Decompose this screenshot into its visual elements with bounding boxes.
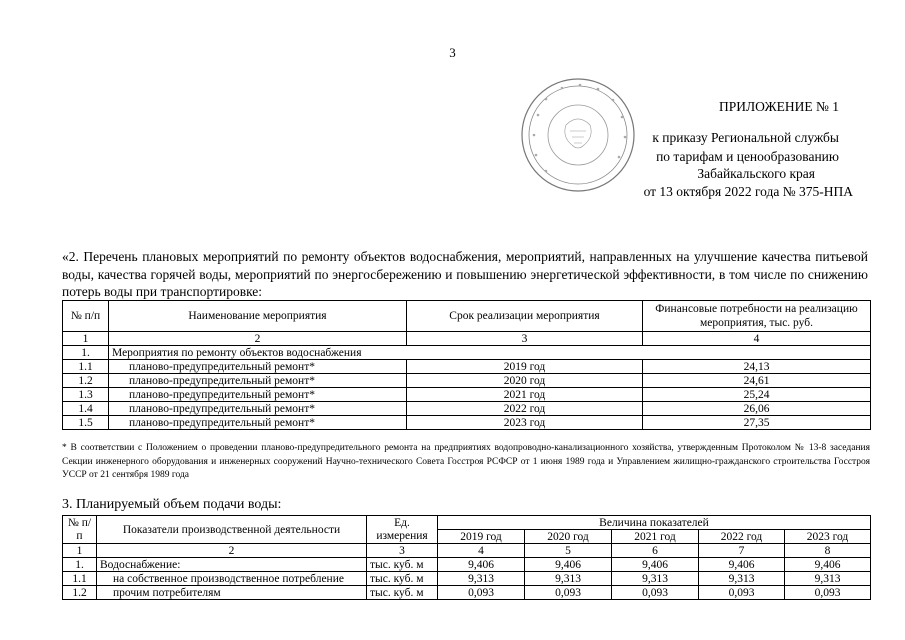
t2-colnum: 3 (367, 544, 438, 558)
t1-row-term: 2019 год (407, 360, 643, 374)
t1-row-name: планово-предупредительный ремонт* (109, 402, 407, 416)
t2-colnum: 7 (699, 544, 785, 558)
t2-row-value: 9,313 (612, 572, 699, 586)
t2-row-unit: тыс. куб. м (367, 558, 438, 572)
appendix-title: ПРИЛОЖЕНИЕ № 1 (718, 99, 839, 114)
t2-header-year: 2021 год (612, 530, 699, 544)
table-row (63, 402, 871, 416)
official-seal-stamp (518, 75, 638, 195)
table-row (63, 416, 871, 430)
t2-header-year: 2022 год (699, 530, 785, 544)
t2-row-num: 1.1 (63, 572, 97, 586)
t1-header-finance: Финансовые потребности на реализацию мероприятия, тыс. руб. (643, 301, 871, 332)
page-number: 3 (449, 45, 456, 60)
t1-row-name: планово-предупредительный ремонт* (109, 388, 407, 402)
t2-header-indicator: Показатели производственной деятельности (97, 516, 367, 544)
t2-row-value: 9,313 (699, 572, 785, 586)
t2-row-value: 0,093 (699, 586, 785, 600)
t1-row-term: 2023 год (407, 416, 643, 430)
t1-row-num: 1.2 (63, 374, 109, 388)
t2-header-num: № п/п (63, 516, 97, 544)
t1-row-value: 26,06 (643, 402, 871, 416)
t1-row-term: 2020 год (407, 374, 643, 388)
t2-row-value: 9,313 (438, 572, 525, 586)
t1-row-num: 1.5 (63, 416, 109, 430)
t2-row-num: 1. (63, 558, 97, 572)
t2-row-name: прочим потребителям (97, 586, 367, 600)
t2-row-value: 9,406 (525, 558, 612, 572)
table-row (63, 558, 871, 572)
table-row (63, 374, 871, 388)
t1-section-name: Мероприятия по ремонту объектов водоснабжения (109, 346, 871, 360)
appendix-line4: от 13 октября 2022 года № 375-НПА (643, 184, 853, 199)
t1-colnum: 2 (109, 332, 407, 346)
t2-row-value: 9,406 (785, 558, 871, 572)
t2-header-value: Величина показателей (438, 516, 871, 530)
t2-header-year: 2020 год (525, 530, 612, 544)
t2-row-unit: тыс. куб. м (367, 572, 438, 586)
t1-row-value: 24,13 (643, 360, 871, 374)
t1-header-num: № п/п (63, 301, 109, 332)
t2-colnum: 6 (612, 544, 699, 558)
t1-header-name: Наименование мероприятия (109, 301, 407, 332)
t1-header-term: Срок реализации мероприятия (407, 301, 643, 332)
t2-header-unit: Ед. измерения (367, 516, 438, 544)
section3-title: 3. Планируемый объем подачи воды: (62, 497, 282, 512)
t1-row-num: 1.4 (63, 402, 109, 416)
appendix-line3: Забайкальского края (697, 166, 815, 181)
t1-section-num: 1. (63, 346, 109, 360)
t2-colnum-row (63, 544, 871, 558)
table-row (63, 572, 871, 586)
table-row (63, 388, 871, 402)
t2-row-value: 9,406 (699, 558, 785, 572)
t1-colnum: 3 (407, 332, 643, 346)
repair-measures-table (62, 300, 871, 430)
t1-section-row (63, 346, 871, 360)
t1-row-name: планово-предупредительный ремонт* (109, 360, 407, 374)
t2-row-value: 0,093 (612, 586, 699, 600)
intro-paragraph: «2. Перечень плановых мероприятий по ремонту объектов водоснабжения, мероприятий, направленных на улучшение качества питьевой воды, качества горячей воды, мероприятий по энергосбережению и повышению энергетической эффективности, в том числе по снижению потерь воды при транспортировке: (62, 249, 868, 299)
t1-row-value: 27,35 (643, 416, 871, 430)
t1-row-value: 24,61 (643, 374, 871, 388)
t1-row-num: 1.3 (63, 388, 109, 402)
t2-row-value: 9,313 (525, 572, 612, 586)
t2-row-value: 9,313 (785, 572, 871, 586)
t1-colnum: 4 (643, 332, 871, 346)
t1-row-term: 2021 год (407, 388, 643, 402)
t2-row-value: 0,093 (785, 586, 871, 600)
t2-row-num: 1.2 (63, 586, 97, 600)
appendix-line2: по тарифам и ценообразованию (656, 149, 839, 164)
t2-row-unit: тыс. куб. м (367, 586, 438, 600)
t2-colnum: 5 (525, 544, 612, 558)
t2-row-value: 9,406 (438, 558, 525, 572)
t2-colnum: 2 (97, 544, 367, 558)
t2-colnum: 8 (785, 544, 871, 558)
t1-row-value: 25,24 (643, 388, 871, 402)
t2-colnum: 1 (63, 544, 97, 558)
footnote: * В соответствии с Положением о проведении планово-предупредительного ремонта на предприятиях водопроводно-канализационного хозяйства, утвержденным Протоколом № 13-8 заседания Секции инженерного оборудования и инженерных сооружений Научно-технического Совета Госстроя РСФСР от 1 июня 1989 года и Управлением жилищно-гражданского строительства Госстроя УССР от 21 сентября 1989 года (62, 443, 870, 480)
water-supply-volume-table (62, 515, 871, 600)
t2-row-value: 0,093 (438, 586, 525, 600)
t2-row-value: 9,406 (612, 558, 699, 572)
table-row (63, 360, 871, 374)
t1-colnum-row (63, 332, 871, 346)
table-row (63, 586, 871, 600)
t1-row-name: планово-предупредительный ремонт* (109, 374, 407, 388)
t1-row-num: 1.1 (63, 360, 109, 374)
t2-header-year: 2023 год (785, 530, 871, 544)
t1-colnum: 1 (63, 332, 109, 346)
t1-row-term: 2022 год (407, 402, 643, 416)
t2-row-name: Водоснабжение: (97, 558, 367, 572)
t2-header-year: 2019 год (438, 530, 525, 544)
appendix-line1: к приказу Региональной службы (652, 130, 839, 145)
t2-row-value: 0,093 (525, 586, 612, 600)
t1-row-name: планово-предупредительный ремонт* (109, 416, 407, 430)
t2-colnum: 4 (438, 544, 525, 558)
t2-row-name: на собственное производственное потребление (97, 572, 367, 586)
